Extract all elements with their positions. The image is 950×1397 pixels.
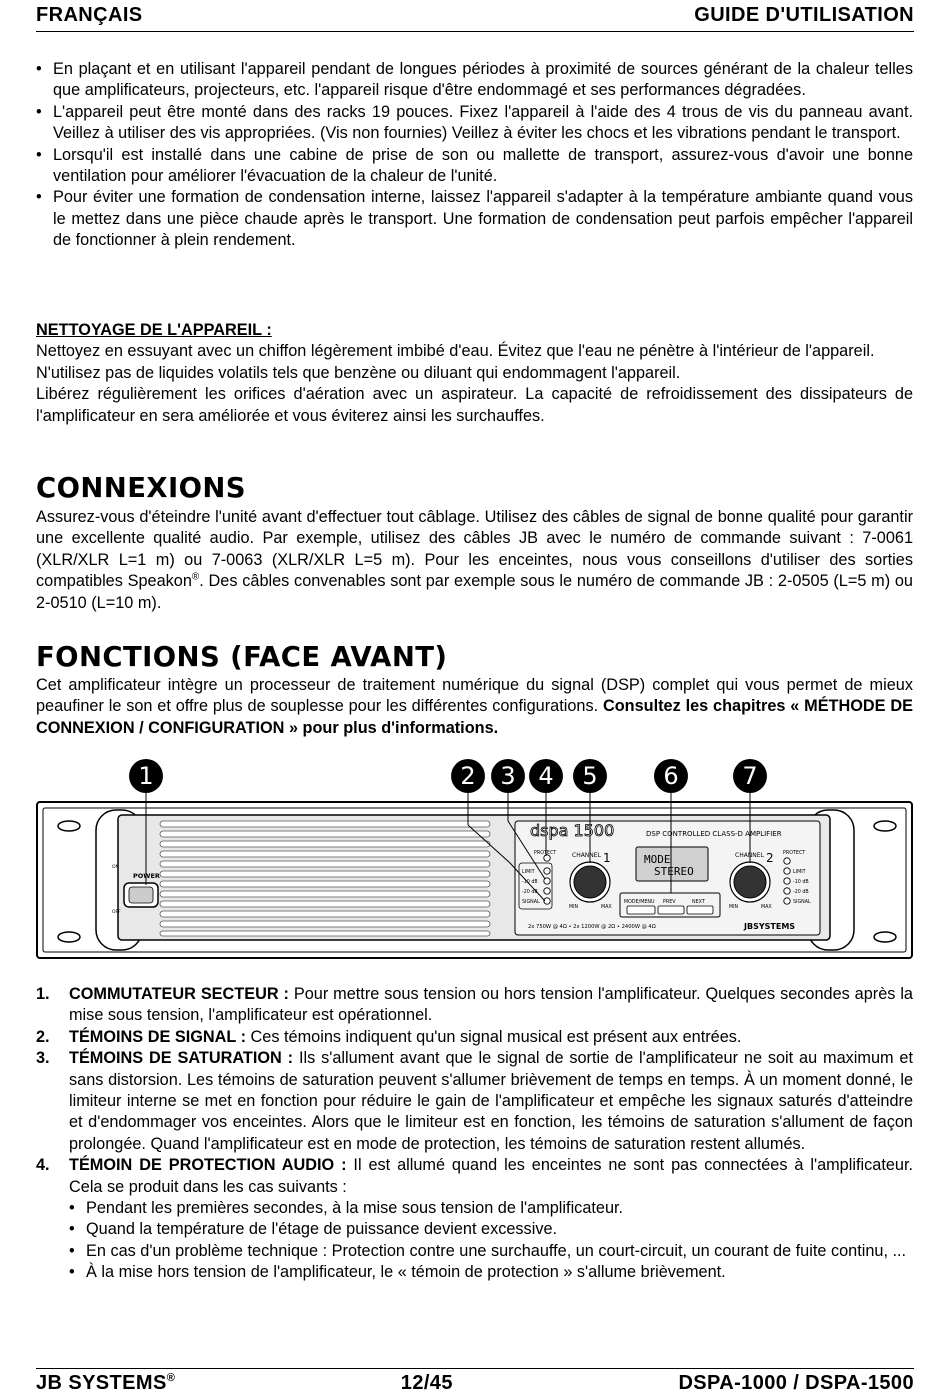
item-number: 2. — [36, 1027, 50, 1046]
registered-mark: ® — [191, 571, 200, 583]
callout-4: 4 — [529, 759, 563, 793]
on-label: ON — [112, 865, 119, 870]
lcd-line-2: STEREO — [654, 865, 694, 878]
item-number: 3. — [36, 1049, 50, 1068]
mode-menu-label: MODE/MENU — [624, 900, 655, 905]
db20-label-1: -20 dB — [522, 890, 538, 895]
off-label: OFF — [112, 910, 121, 915]
item-label: TÉMOINS DE SIGNAL : — [69, 1027, 246, 1046]
prev-label: PREV — [663, 900, 676, 905]
next-label: NEXT — [692, 900, 705, 905]
page-number: 12/45 — [400, 1372, 453, 1394]
page-footer — [36, 1368, 914, 1397]
sub-list-item: • En cas d'un problème technique : Protection contre une surchauffe, un court-circuit, un courant de fuite continu, ... — [36, 1241, 913, 1262]
channel1-label: CHANNEL — [572, 852, 601, 859]
connexions-heading: CONNEXIONS — [36, 472, 247, 504]
item-text: Ils s'allument avant que le signal de sortie de l'amplificateur ne soit au maximum et sans distorsion. Les témoins de saturation peuvent s'allumer brièvement de temps en temps. À un moment donné, le limiteur interne se met en fonction pour réduire le gain de l'amplificateur et empêche les signaux saturés d'atteindre et d'endommager vos enceintes. Alors que le limiteur est en fonction, les témoins de saturation s'allument de façon prolongée. Quand l'amplificateur est en mode de protection, les témoins de saturation restent allumés. — [69, 1049, 914, 1153]
limit-label-1: LIMIT — [522, 870, 535, 875]
protect-label-2: PROTECT — [783, 851, 806, 856]
item-text: Il est allumé quand les enceintes ne sont pas connectées à l'amplificateur. Cela se produit dans les cas suivants : — [69, 1156, 913, 1196]
min-label-2: MIN — [729, 905, 739, 910]
item-number: 4. — [36, 1156, 50, 1175]
specs-text: 2x 750W @ 4Ω • 2x 1200W @ 2Ω • 2400W @ 4Ω — [528, 924, 656, 930]
list-item: • Lorsqu'il est installé dans une cabine de prise de son ou mallette de transport, assurez-vous d'avoir une bonne ventilation pour améliorer l'évacuation de la chaleur de l'unité. — [36, 145, 913, 188]
header-title: GUIDE D'UTILISATION — [694, 4, 914, 26]
item-label: TÉMOINS DE SATURATION : — [69, 1049, 294, 1068]
list-item — [36, 1027, 913, 1048]
signal-label-1: SIGNAL — [522, 900, 540, 905]
list-item: • L'appareil peut être monté dans des racks 19 pouces. Fixez l'appareil à l'aide des 4 trous de vis du panneau avant. Veillez à utiliser des vis appropriées. (Vis non fournies) Veillez à éviter les chocs et les vibrations pendant le transport. — [36, 102, 913, 145]
item-label: TÉMOIN DE PROTECTION AUDIO : — [69, 1156, 347, 1175]
callout-3: 3 — [491, 759, 525, 793]
model-logo: dspa 1500 — [530, 821, 615, 840]
callout-2: 2 — [451, 759, 485, 793]
list-item — [36, 1048, 913, 1155]
connexions-text-b: . Des câbles convenables sont par exemple sous le numéro de commande JB : 2-0505 (L=5 m) ou 2-0510 (L=10 m). — [36, 572, 913, 612]
channel2-label: CHANNEL — [735, 852, 764, 859]
fonctions-heading: FONCTIONS (FACE AVANT) — [36, 641, 448, 673]
amplifier-front-panel — [0, 755, 950, 965]
channel2-number: 2 — [766, 851, 774, 865]
list-item — [36, 984, 913, 1027]
brand-logo: JBSYSTEMS — [744, 922, 796, 931]
list-item: • Pour éviter une formation de condensation interne, laissez l'appareil s'adapter à la température ambiante quand vous le mettez dans une pièce chaude après le transport. Une formation de condensation peut parfois empêcher l'appareil de fonctionner à plein rendement. — [36, 187, 913, 251]
footer-registered-mark: ® — [166, 1372, 176, 1384]
footer-brand — [36, 1369, 175, 1397]
functions-list — [36, 984, 913, 1284]
panel-subtitle: DSP CONTROLLED CLASS-D AMPLIFIER — [646, 830, 782, 838]
intro-bullet-list — [36, 59, 913, 252]
callout-5: 5 — [573, 759, 607, 793]
db10-label-2: -10 dB — [793, 880, 809, 885]
header-language: FRANÇAIS — [36, 4, 143, 26]
sub-list-item: • À la mise hors tension de l'amplificateur, le « témoin de protection » s'allume brièvement. — [36, 1262, 913, 1283]
item-text: Pour mettre sous tension ou hors tension l'amplificateur. Quelques secondes après la mise sous tension, l'amplificateur est opérationnel. — [69, 985, 913, 1025]
list-item: • En plaçant et en utilisant l'appareil pendant de longues périodes à proximité de sources générant de la chaleur telles que amplificateurs, projecteurs, etc. l'appareil risque d'être endommagé et ses performances dégradées. — [36, 59, 913, 102]
db10-label-1: -10 dB — [522, 880, 538, 885]
item-number: 1. — [36, 985, 50, 1003]
page-header — [36, 2, 914, 32]
fonctions-text-bold: Consultez les chapitres « MÉTHODE DE CONNEXION / CONFIGURATION » pour plus d'informations. — [36, 697, 913, 737]
fonctions-section — [36, 640, 913, 739]
item-text: Ces témoins indiquent qu'un signal musical est présent aux entrées. — [246, 1027, 742, 1046]
connexions-section — [36, 471, 913, 614]
max-label-1: MAX — [601, 905, 612, 910]
cleaning-paragraph-1: Nettoyez en essuyant avec un chiffon légèrement imbibé d'eau. Évitez que l'eau ne pénètre à l'intérieur de l'appareil. — [36, 342, 875, 361]
fonctions-paragraph — [36, 675, 913, 739]
connexions-text-a: Assurez-vous d'éteindre l'unité avant d'effectuer tout câblage. Utilisez des câbles de signal de bonne qualité pour garantir une excellente qualité audio. Par exemple, utilisez des câbles JB avec le numéro de commande suivant : 7-0061 (XLR/XLR L=1 m) ou 7-0063 (XLR/XLR L=5 m). Pour les enceintes, nous vous conseillons d'utiliser des sorties compatibles Speakon — [36, 508, 913, 591]
callout-7: 7 — [733, 759, 767, 793]
sub-list-item: • Quand la température de l'étage de puissance devient excessive. — [36, 1219, 913, 1240]
footer-model: DSPA-1000 / DSPA-1500 — [678, 1372, 914, 1394]
channel1-number: 1 — [603, 851, 611, 865]
cleaning-paragraph-3: Libérez régulièrement les orifices d'aération avec un aspirateur. La capacité de refroidissement des dissipateurs de l'amplificateur en sera améliorée et vous éviterez ainsi les surchauffes. — [36, 385, 913, 425]
list-item — [36, 1155, 913, 1198]
signal-label-2: SIGNAL — [793, 900, 811, 905]
lcd-line-1: MODE — [644, 853, 671, 866]
front-panel-figure — [0, 755, 950, 965]
protect-label-1: PROTECT — [534, 851, 557, 856]
item-label: COMMUTATEUR SECTEUR : — [69, 985, 289, 1003]
db20-label-2: -20 dB — [793, 890, 809, 895]
min-label-1: MIN — [569, 905, 579, 910]
sub-list-item: • Pendant les premières secondes, à la mise sous tension de l'amplificateur. — [36, 1198, 913, 1219]
max-label-2: MAX — [761, 905, 772, 910]
callout-6: 6 — [654, 759, 688, 793]
cleaning-paragraph-2: N'utilisez pas de liquides volatils tels que benzène ou diluant qui endommagent l'appareil. — [36, 363, 681, 382]
footer-brand-name: JB SYSTEMS — [36, 1372, 167, 1394]
cleaning-section — [36, 320, 913, 427]
cleaning-title: NETTOYAGE DE L'APPAREIL : — [36, 321, 272, 339]
limit-label-2: LIMIT — [793, 870, 806, 875]
fonctions-text: Cet amplificateur intègre un processeur de traitement numérique du signal (DSP) complet qui vous permet de mieux peaufiner le son et offre plus de souplesse pour les différentes configurations. — [36, 676, 913, 716]
power-label: POWER — [133, 872, 160, 880]
callout-1: 1 — [129, 759, 163, 793]
connexions-paragraph — [36, 507, 913, 614]
